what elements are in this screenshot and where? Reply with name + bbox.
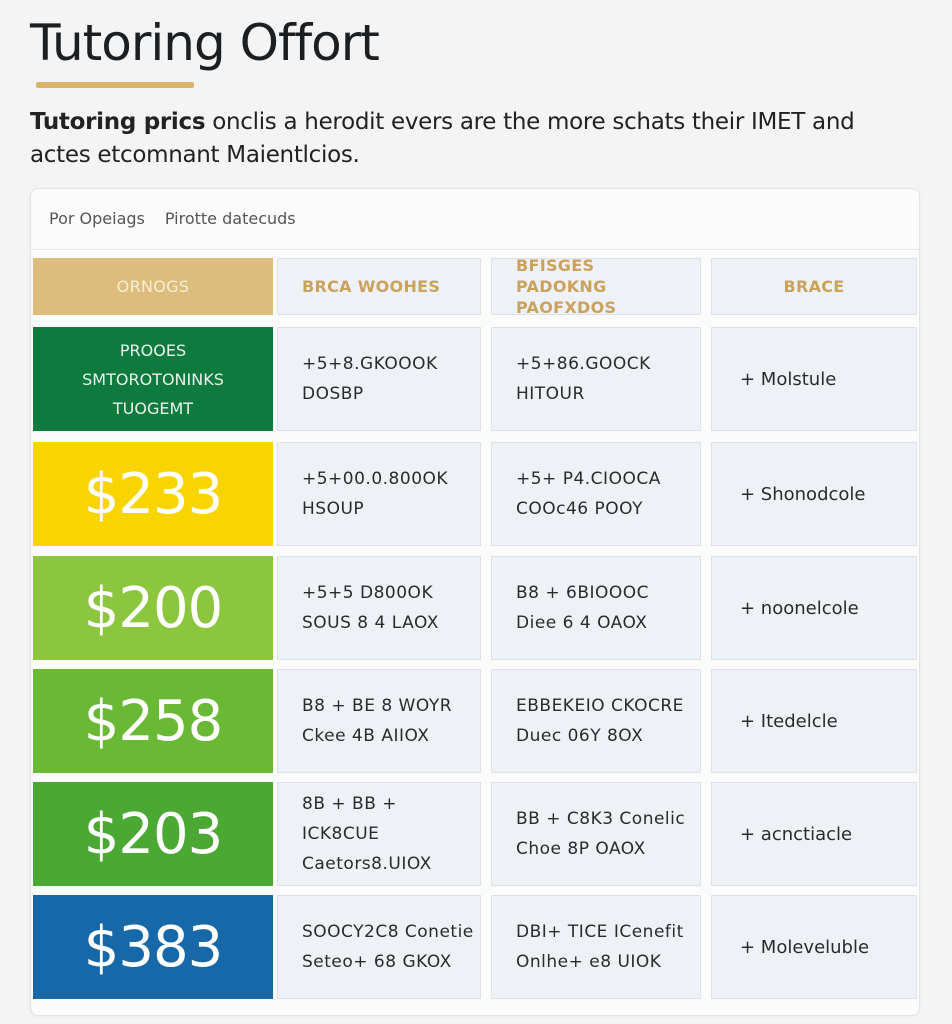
row-detail-cell: [491, 669, 701, 773]
detail-line: HITOUR: [516, 384, 585, 404]
detail-line: EBBEKEIO CKOCRE: [516, 696, 684, 716]
header-cell-1: [277, 258, 481, 315]
intro-lead: Tutoring prics: [30, 109, 206, 135]
header-cell-3: [711, 258, 917, 315]
price-value: $258: [83, 688, 223, 754]
panel-tabs: [49, 209, 296, 228]
pricing-panel: [30, 188, 920, 1016]
note-text: + Molstule: [740, 368, 837, 390]
row-note-cell: [711, 556, 917, 660]
row-detail-cell: [277, 556, 481, 660]
detail-line: +5+5 D800OK: [302, 583, 434, 603]
note-text: + noonelcole: [740, 597, 859, 619]
table-row[interactable]: [33, 895, 917, 999]
detail-line: DBI+ TICE ICenefit: [516, 922, 684, 942]
row-detail-cell: [277, 442, 481, 546]
price-cell: [33, 442, 273, 546]
detail-line: SOUS 8 4 LAOX: [302, 613, 439, 633]
note-text: + acnctiacle: [740, 823, 853, 845]
tab-options[interactable]: Por Opeiags: [49, 209, 145, 228]
note-text: + Moleveluble: [740, 936, 870, 958]
row-detail-cell: [277, 669, 481, 773]
detail-line: +5+86.GOOCK: [516, 354, 651, 374]
note-text: + Shonodcole: [740, 483, 866, 505]
price-cell: [33, 669, 273, 773]
row-note-cell: [711, 782, 917, 886]
row-note-cell: [711, 327, 917, 431]
row-detail-cell: [491, 556, 701, 660]
detail-line: Seteo+ 68 GKOX: [302, 952, 452, 972]
intro-rest: onclis a herodit evers are the more schats their IMET and: [205, 109, 855, 135]
table-row[interactable]: [33, 442, 917, 546]
detail-line: +5+ P4.CIOOCA: [516, 469, 661, 489]
detail-line: COOc46 POOY: [516, 499, 643, 519]
detail-line: BB + C8K3 Conelic: [516, 809, 686, 829]
price-cell: [33, 556, 273, 660]
row-label-line: SMTOROTONINKS: [82, 369, 224, 389]
row-label-line: TUOGEMT: [112, 398, 194, 418]
price-value: $200: [83, 575, 223, 641]
row-detail-cell: [277, 782, 481, 886]
detail-line: +5+8.GKOOOK: [302, 354, 438, 374]
page-title: Tutoring Offort: [30, 14, 379, 72]
title-underline: [36, 82, 194, 88]
detail-line: Onlhe+ e8 UIOK: [516, 952, 662, 972]
detail-line: HSOUP: [302, 499, 365, 519]
header-cell-options: [33, 258, 273, 315]
price-cell: [33, 782, 273, 886]
panel-divider: [31, 249, 919, 250]
detail-line: Diee 6 4 OAOX: [516, 613, 648, 633]
detail-line: Choe 8P OAOX: [516, 839, 646, 859]
price-value: $233: [83, 461, 223, 527]
row-detail-cell: [277, 327, 481, 431]
price-cell: [33, 895, 273, 999]
price-value: $383: [83, 914, 223, 980]
detail-line: B8 + 6BIOOOC: [516, 583, 650, 603]
detail-line: Ckee 4B AIIOX: [302, 726, 430, 746]
intro-line-2: actes etcomnant Maientlcios.: [30, 142, 360, 168]
row-note-cell: [711, 442, 917, 546]
header-label: BRCA WOOHES: [302, 277, 441, 296]
price-value: $203: [83, 801, 223, 867]
detail-line: DOSBP: [302, 384, 364, 404]
row-note-cell: [711, 895, 917, 999]
row-label-cell: [33, 327, 273, 431]
intro-text: [30, 106, 910, 172]
header-label: ORNOGS: [116, 277, 190, 296]
detail-line: Caetors8.UIOX: [302, 854, 432, 874]
detail-line: B8 + BE 8 WOYR: [302, 696, 453, 716]
table-row[interactable]: [33, 782, 917, 886]
row-detail-cell: [491, 327, 701, 431]
row-note-cell: [711, 669, 917, 773]
row-label-line: PROOES: [119, 340, 187, 360]
header-label: BFISGES PADOKNG PAOFXDOS: [516, 256, 617, 317]
detail-line: +5+00.0.800OK: [302, 469, 449, 489]
table-row[interactable]: [33, 327, 917, 431]
row-detail-cell: [491, 782, 701, 886]
row-detail-cell: [491, 895, 701, 999]
table-header-row: [33, 258, 917, 315]
detail-line: SOOCY2C8 Conetie: [302, 922, 474, 942]
detail-line: 8B + BB + ICK8CUE: [302, 794, 398, 844]
detail-line: Duec 06Y 8OX: [516, 726, 644, 746]
header-label: BRACE: [783, 277, 845, 296]
row-detail-cell: [491, 442, 701, 546]
header-cell-2: [491, 258, 701, 315]
table-row[interactable]: [33, 556, 917, 660]
row-detail-cell: [277, 895, 481, 999]
table-row[interactable]: [33, 669, 917, 773]
note-text: + Itedelcle: [740, 710, 838, 732]
tab-details[interactable]: Pirotte datecuds: [164, 209, 296, 228]
